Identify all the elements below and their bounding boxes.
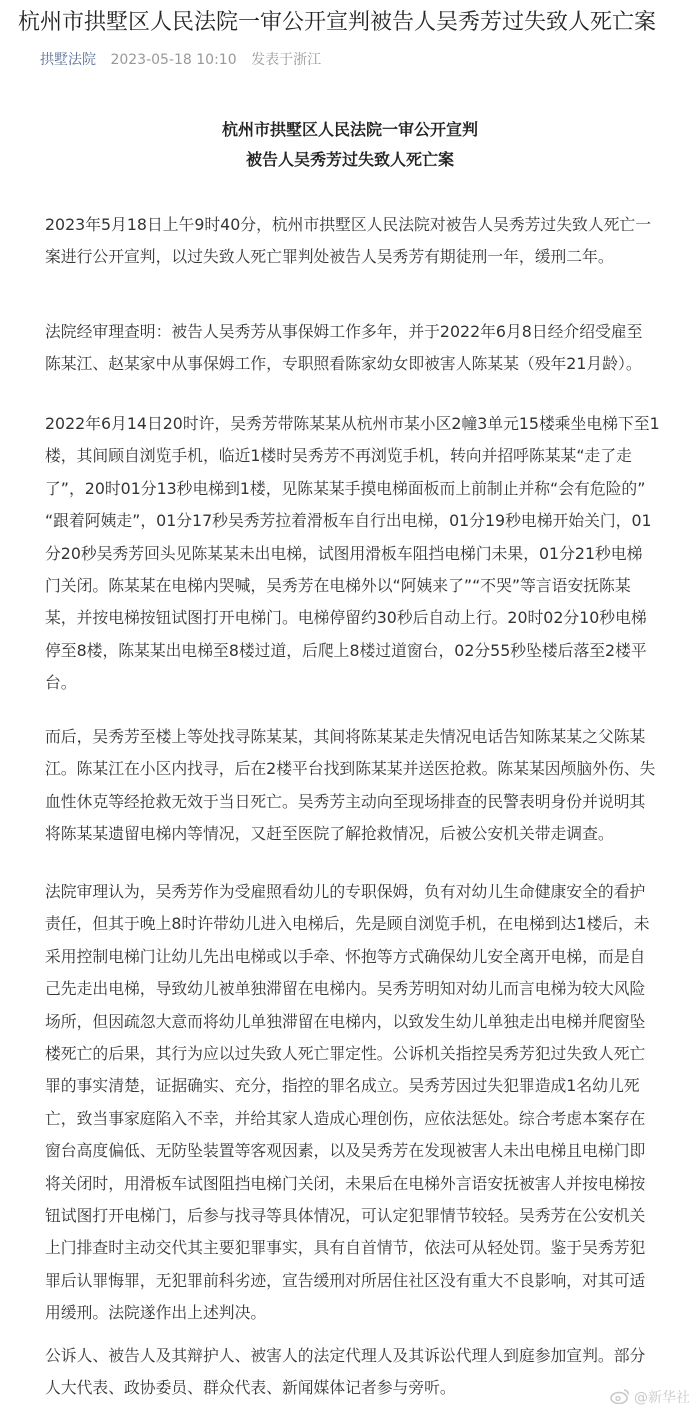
paragraph-line: 公诉人、被告人及其辩护人、被害人的法定代理人及其诉讼代理人到庭参加宣判。部分	[45, 1346, 646, 1365]
paragraph-line: 楼死亡的后果，其行为应以过失致人死亡罪定性。公诉机关指控吴秀芳犯过失致人死亡	[45, 1043, 646, 1063]
paragraph-line: 窗台高度偏低、无防坠装置等客观因素，以及吴秀芳在发现被害人未出电梯且电梯门即	[45, 1141, 646, 1161]
paragraph-line: 门关闭。陈某某在电梯内哭喊，吴秀芳在电梯外以“阿姨来了”“不哭”等言语安抚陈某	[45, 575, 631, 595]
paragraph-line: 钮试图打开电梯门，后参与找寻等具体情况，可认定犯罪情节较轻。吴秀芳在公安机关	[45, 1205, 646, 1225]
paragraph-line: 法院经审理查明：被告人吴秀芳从事保姆工作多年，并于2022年6月8日经介绍受雇至	[45, 322, 643, 341]
article-meta	[40, 50, 321, 70]
weibo-logo-icon	[610, 1388, 630, 1408]
paragraph-line: 而后，吴秀芳至楼上等处找寻陈某某，其间将陈某某走失情况电话告知陈某某之父陈某	[45, 727, 646, 746]
paragraph-line: 上门排查时主动交代其主要犯罪事实，具有自首情节，依法可从轻处罚。鉴于吴秀芳犯	[45, 1238, 646, 1258]
paragraph-line: 江。陈某江在小区内找寻，后在2楼平台找到陈某某并送医抢救。陈某某因颅脑外伤、失	[45, 759, 656, 779]
paragraph-line: 人大代表、政协委员、群众代表、新闻媒体记者参与旁听。	[45, 1378, 456, 1398]
paragraph-line: 停至8楼，陈某某出电梯至8楼过道，后爬上8楼过道窗台，02分55秒坠楼后落至2楼平	[45, 640, 647, 660]
paragraph-line: 血性休克等经抢救无效于当日死亡。吴秀芳主动向至现场排查的民警表明身份并说明其	[45, 791, 646, 811]
paragraph-line: 罪后认罪悔罪，无犯罪前科劣迹，宣告缓刑对所居住社区没有重大不良影响，对其可适	[45, 1270, 646, 1290]
paragraph-line: 2023年5月18日上午9时40分，杭州市拱墅区人民法院对被告人吴秀芳过失致人死亡一	[45, 215, 652, 234]
paragraph-line: 将关闭时，用滑板车试图阻挡电梯门关闭，未果后在电梯外言语安抚被害人并按电梯按	[45, 1173, 646, 1193]
paragraph-line: 了”，20时01分13秒电梯到1楼，见陈某某手摸电梯面板而上前制止并称“会有危险的”	[45, 478, 646, 498]
paragraph-line: 2022年6月14日20时许，吴秀芳带陈某某从杭州市某小区2幢3单元15楼乘坐电梯下至1	[45, 414, 660, 433]
publish-location: 发表于浙江	[251, 52, 322, 68]
article-heading-line-2: 被告人吴秀芳过失致人死亡案	[245, 150, 454, 169]
paragraph-line: “跟着阿姨走”，01分17秒吴秀芳拉着滑板车自行出电梯，01分19秒电梯开始关门，01	[45, 511, 652, 531]
article-title: 杭州市拱墅区人民法院一审公开宣判被告人吴秀芳过失致人死亡案	[18, 10, 657, 35]
paragraph-verdict	[45, 209, 681, 274]
paragraph-line: 罪的事实清楚，证据确实、充分，指控的罪名成立。吴秀芳因过失犯罪造成1名幼儿死	[45, 1076, 640, 1096]
paragraph-line: 楼，其间顾自浏览手机，临近1楼时吴秀芳不再浏览手机，转向并招呼陈某某“走了走	[45, 446, 632, 466]
paragraph-line: 法院审理认为，吴秀芳作为受雇照看幼儿的专职保姆，负有对幼儿生命健康安全的看护	[45, 882, 646, 901]
paragraph-line: 分20秒吴秀芳回头见陈某某未出电梯，试图用滑板车阻挡电梯门未果，01分21秒电梯	[45, 543, 643, 563]
paragraph-line: 案进行公开宣判，以过失致人死亡罪判处被告人吴秀芳有期徒刑一年，缓刑二年。	[45, 247, 614, 267]
paragraph-line: 采用控制电梯门让幼儿先出电梯或以手牵、怀抱等方式确保幼儿安全离开电梯，而是自	[45, 946, 646, 966]
paragraph-findings	[45, 316, 681, 381]
paragraph-line: 台。	[45, 673, 77, 693]
paragraph-line: 将陈某某遗留电梯内等情况，又赶至医院了解抢救情况，后被公安机关带走调查。	[45, 824, 614, 844]
paragraph-attendance	[45, 1340, 681, 1405]
paragraph-incident	[45, 408, 681, 700]
paragraph-line: 某，并按电梯按钮试图打开电梯门。电梯停留约30秒后自动上行。20时02分10秒电梯	[45, 608, 647, 628]
watermark-text: @新华社	[634, 1390, 690, 1406]
paragraph-line: 陈某江、赵某家中从事保姆工作，专职照看陈家幼女即被害人陈某某（殁年21月龄）。	[45, 354, 642, 374]
paragraph-line: 责任，但其于晚上8时许带幼儿进入电梯后，先是顾自浏览手机，在电梯到达1楼后，未	[45, 914, 650, 934]
article-heading-line-1: 杭州市拱墅区人民法院一审公开宣判	[221, 120, 478, 139]
publish-datetime: 2023-05-18 10:10	[110, 52, 237, 68]
source-link[interactable]: 拱墅法院	[40, 52, 96, 68]
paragraph-line: 己先走出电梯，导致幼儿被单独滞留在电梯内。吴秀芳明知对幼儿而言电梯为较大风险	[45, 979, 646, 999]
paragraph-line: 场所，但因疏忽大意而将幼儿单独滞留在电梯内，以致发生幼儿单独走出电梯并爬窗坠	[45, 1011, 646, 1031]
paragraph-aftermath	[45, 721, 681, 851]
watermark	[610, 1387, 690, 1408]
paragraph-court-opinion	[45, 876, 681, 1329]
paragraph-line: 用缓刑。法院遂作出上述判决。	[45, 1303, 267, 1323]
paragraph-line: 亡，致当事家庭陷入不幸，并给其家人造成心理创伤，应依法惩处。综合考虑本案存在	[45, 1108, 646, 1128]
